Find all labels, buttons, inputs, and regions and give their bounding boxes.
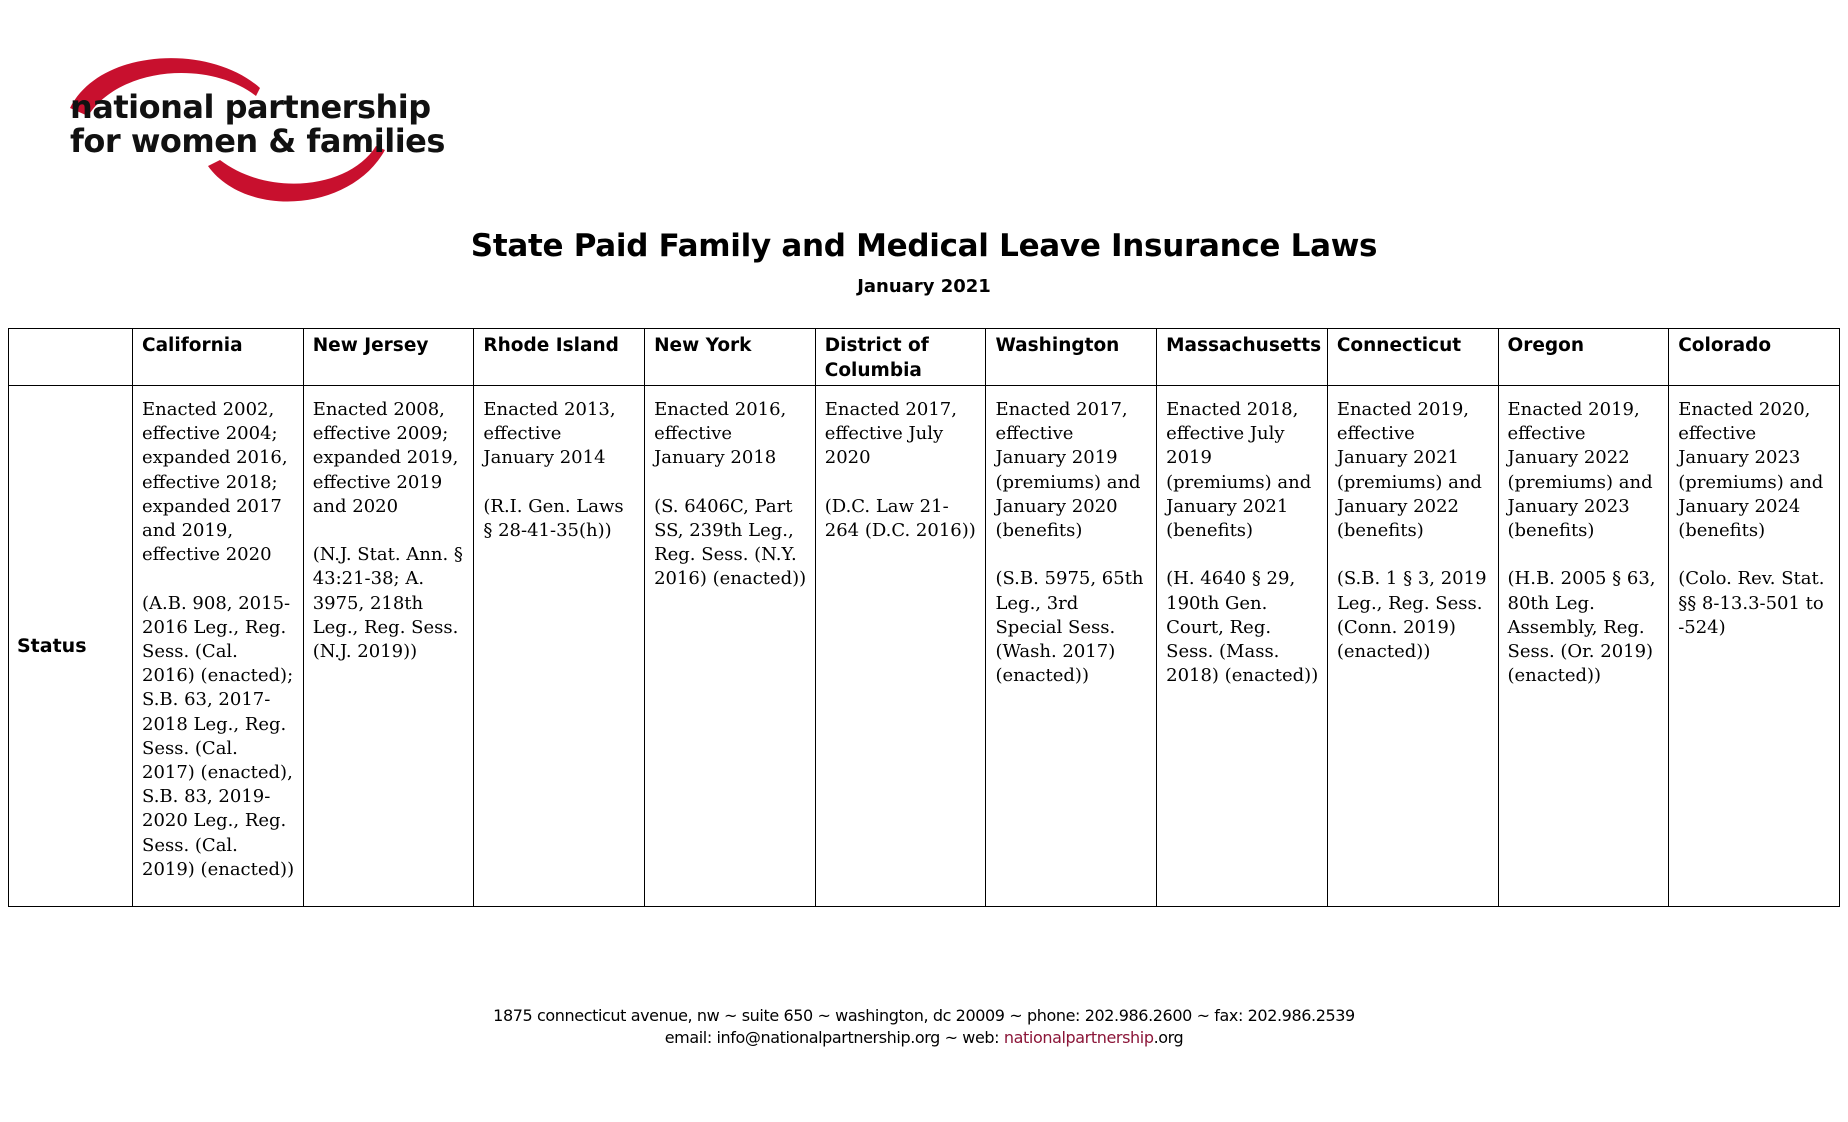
row-label-status: Status	[9, 386, 133, 907]
state-laws-table	[8, 328, 1840, 907]
column-header-connecticut: Connecticut	[1327, 329, 1498, 386]
column-header-new-york: New York	[645, 329, 816, 386]
column-header-oregon: Oregon	[1498, 329, 1669, 386]
status-citation: (H.B. 2005 § 63, 80th Leg. Assembly, Reg. Sess. (Or. 2019) (enacted))	[1507, 568, 1656, 687]
column-header-district-of-columbia: District of Columbia	[815, 329, 986, 386]
status-cell-massachusetts	[1157, 386, 1328, 907]
status-summary: Enacted 2019, effective January 2022 (premiums) and January 2023 (benefits)	[1507, 399, 1653, 542]
column-header-new-jersey: New Jersey	[303, 329, 474, 386]
status-cell-new-jersey	[303, 386, 474, 907]
status-citation: (S. 6406C, Part SS, 239th Leg., Reg. Sess. (N.Y. 2016) (enacted))	[654, 495, 807, 590]
website-link[interactable]: nationalpartnership	[1003, 1028, 1154, 1047]
column-header-rhode-island: Rhode Island	[474, 329, 645, 386]
footer-address: 1875 connecticut avenue, nw ~ suite 650 ~ washington, dc 20009 ~ phone: 202.986.2600 ~ fax: 202.986.2539	[493, 1006, 1355, 1025]
status-citation: (R.I. Gen. Laws § 28-41-35(h))	[483, 495, 624, 541]
status-cell-california	[133, 386, 304, 907]
status-cell-connecticut	[1327, 386, 1498, 907]
logo-text-line1: national partnership	[70, 88, 431, 126]
footer-contact	[0, 1028, 1848, 1047]
status-summary: Enacted 2017, effective January 2019 (premiums) and January 2020 (benefits)	[995, 399, 1141, 542]
table-header-row	[9, 329, 1840, 386]
column-header-washington: Washington	[986, 329, 1157, 386]
status-summary: Enacted 2016, effective January 2018	[654, 399, 787, 469]
status-cell-oregon	[1498, 386, 1669, 907]
status-summary: Enacted 2018, effective July 2019 (premiums) and January 2021 (benefits)	[1166, 399, 1312, 542]
status-citation: (Colo. Rev. Stat. §§ 8-13.3-501 to -524)	[1678, 568, 1825, 638]
status-citation: (H. 4640 § 29, 190th Gen. Court, Reg. Sess. (Mass. 2018) (enacted))	[1166, 568, 1319, 687]
status-summary: Enacted 2020, effective January 2023 (premiums) and January 2024 (benefits)	[1678, 399, 1824, 542]
document-date: January 2021	[857, 276, 991, 297]
status-citation: (A.B. 908, 2015-2016 Leg., Reg. Sess. (Cal. 2016) (enacted); S.B. 63, 2017-2018 Leg., Reg. Sess. (Cal. 2017) (enacted), S.B. 83, 2019-2020 Leg., Reg. Sess. (Cal. 2019) (enacted))	[142, 592, 295, 880]
status-summary: Enacted 2017, effective July 2020	[824, 399, 957, 469]
logo-text-line2: for women & families	[70, 122, 445, 160]
status-summary: Enacted 2013, effective January 2014	[483, 399, 616, 469]
status-cell-district-of-columbia	[815, 386, 986, 907]
document-title: State Paid Family and Medical Leave Insurance Laws	[470, 228, 1378, 264]
column-header-massachusetts: Massachusetts	[1157, 329, 1328, 386]
status-cell-washington	[986, 386, 1157, 907]
status-summary: Enacted 2002, effective 2004; expanded 2016, effective 2018; expanded 2017 and 2019, effective 2020	[142, 399, 288, 566]
status-cell-rhode-island	[474, 386, 645, 907]
footer-email: email: info@nationalpartnership.org ~ web:	[664, 1028, 1004, 1047]
footer-web-suffix: .org	[1153, 1028, 1184, 1047]
status-cell-colorado	[1669, 386, 1840, 907]
status-citation: (D.C. Law 21-264 (D.C. 2016))	[824, 495, 976, 541]
status-citation: (N.J. Stat. Ann. § 43:21-38; A. 3975, 218th Leg., Reg. Sess. (N.J. 2019))	[312, 544, 463, 663]
status-citation: (S.B. 1 § 3, 2019 Leg., Reg. Sess. (Conn. 2019) (enacted))	[1336, 568, 1487, 663]
column-header-california: California	[133, 329, 304, 386]
table-row-status	[9, 386, 1840, 907]
status-summary: Enacted 2008, effective 2009; expanded 2019, effective 2019 and 2020	[312, 399, 459, 517]
status-citation: (S.B. 5975, 65th Leg., 3rd Special Sess. (Wash. 2017) (enacted))	[995, 568, 1144, 687]
organization-logo	[60, 48, 445, 208]
column-header-colorado: Colorado	[1669, 329, 1840, 386]
status-cell-new-york	[645, 386, 816, 907]
corner-cell	[9, 329, 133, 386]
status-summary: Enacted 2019, effective January 2021 (premiums) and January 2022 (benefits)	[1336, 399, 1482, 542]
